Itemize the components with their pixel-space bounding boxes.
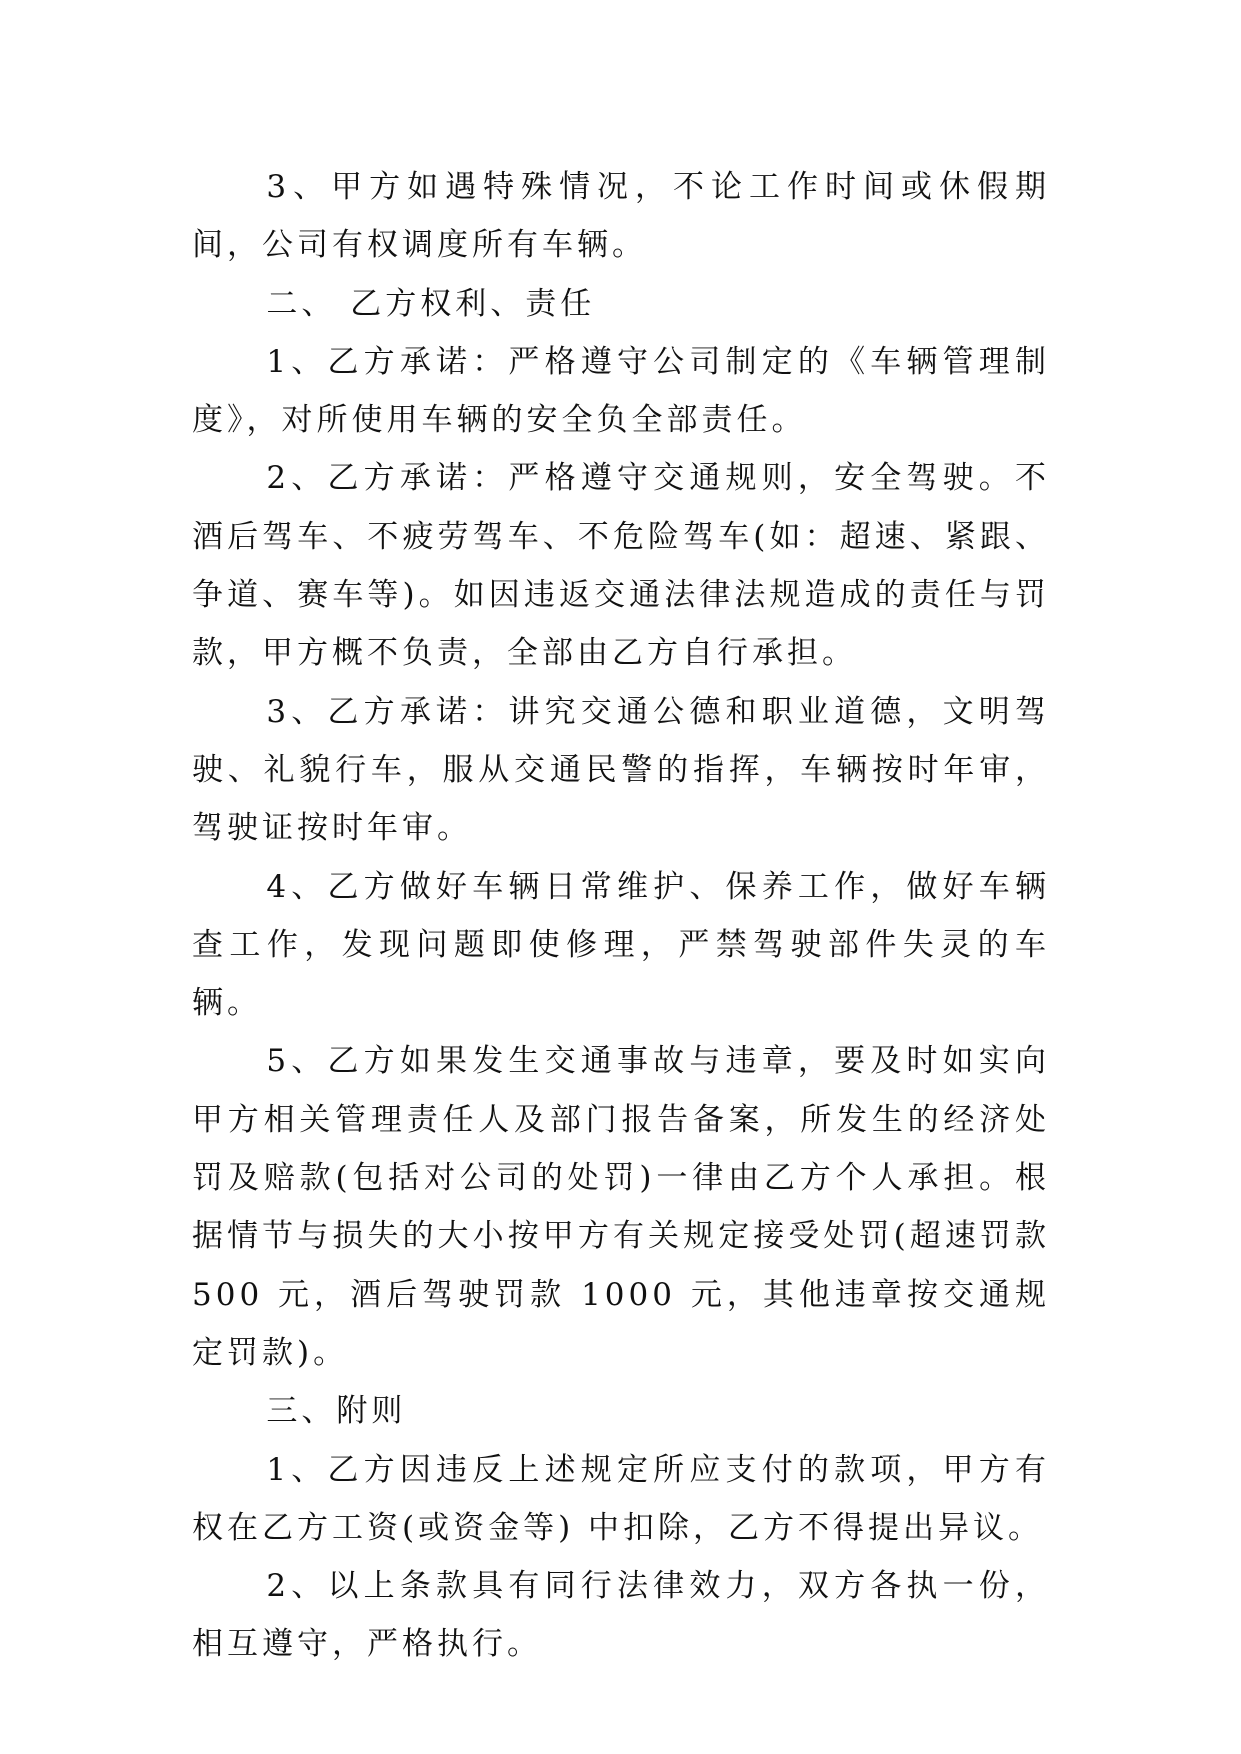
clause-party-b-3: 3、乙方承诺：讲究交通公德和职业道德，文明驾驶、礼貌行车，服从交通民警的指挥，车辆按时年审，驾驶证按时年审。 <box>192 693 1050 847</box>
section-heading-party-b: 二、 乙方权利、责任 <box>266 285 596 322</box>
clause-party-b-4: 4、乙方做好车辆日常维护、保养工作，做好车辆查工作，发现问题即使修理，严禁驾驶部件失灵的车辆。 <box>192 868 1050 1022</box>
clause-appendix-2: 2、以上条款具有同行法律效力，双方各执一份，相互遵守，严格执行。 <box>192 1568 1050 1663</box>
section-heading-appendix: 三、附则 <box>266 1393 407 1430</box>
clause-party-a-3: 3、甲方如遇特殊情况，不论工作时间或休假期间，公司有权调度所有车辆。 <box>192 169 1050 264</box>
clause-party-b-2: 2、乙方承诺：严格遵守交通规则，安全驾驶。不酒后驾车、不疲劳驾车、不危险驾车(如：超速、紧跟、争道、赛车等)。如因违返交通法律法规造成的责任与罚款，甲方概不负责，全部由乙方自行承担。 <box>192 460 1050 672</box>
clause-party-b-1: 1、乙方承诺：严格遵守公司制定的《车辆管理制度》，对所使用车辆的安全负全部责任。 <box>192 343 1050 439</box>
document-body <box>192 158 1050 1674</box>
clause-party-b-5: 5、乙方如果发生交通事故与违章，要及时如实向甲方相关管理责任人及部门报告备案，所发生的经济处罚及赔款(包括对公司的处罚)一律由乙方个人承担。根据情节与损失的大小按甲方有关规定接受处罚(超速罚款 500 元，酒后驾驶罚款 1000 元，其他违章按交通规定罚款)。 <box>192 1043 1050 1371</box>
clause-appendix-1: 1、乙方因违反上述规定所应支付的款项，甲方有权在乙方工资(或资金等) 中扣除，乙方不得提出异议。 <box>192 1451 1050 1546</box>
